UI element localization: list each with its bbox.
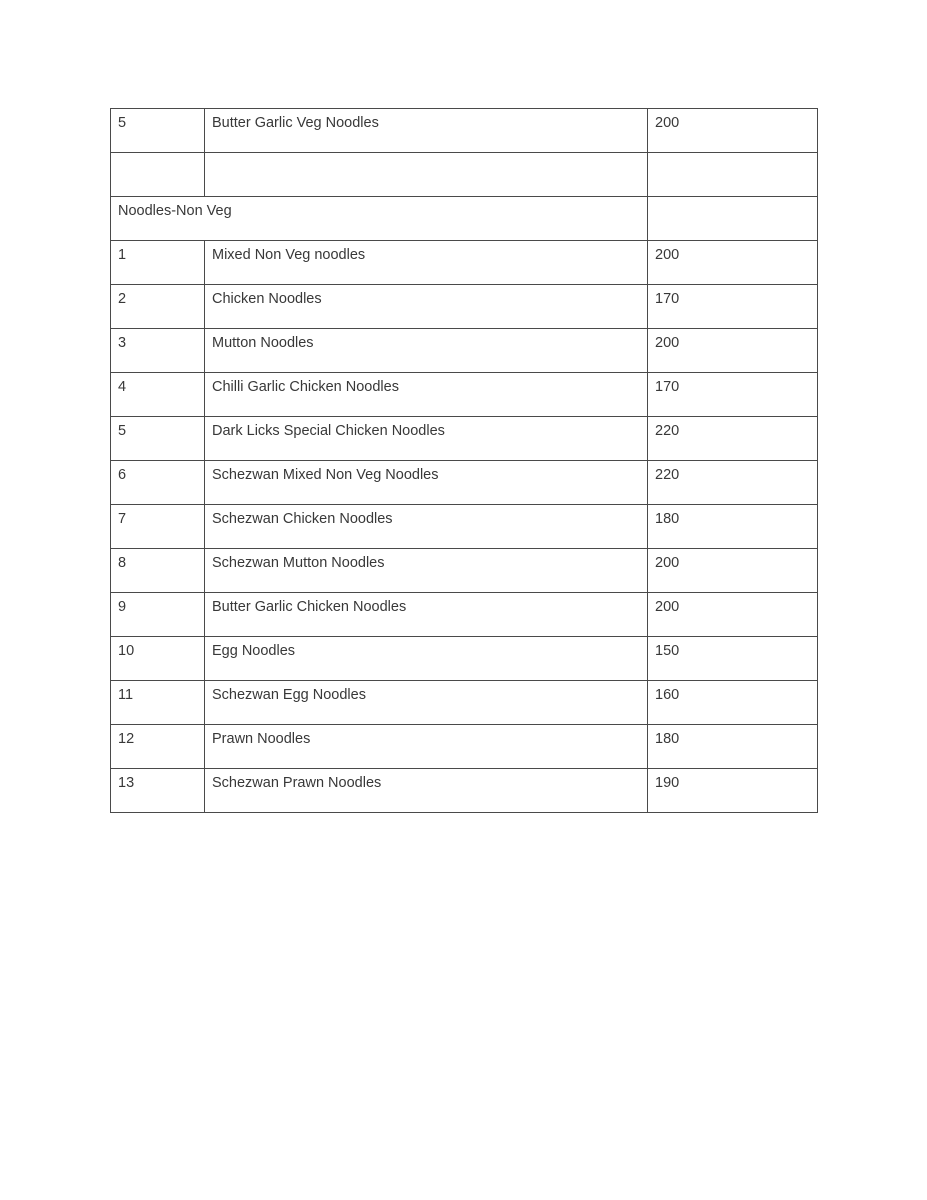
cell-item: Mutton Noodles — [205, 329, 648, 373]
menu-item-row — [111, 417, 818, 461]
section-header-row — [111, 197, 818, 241]
menu-item-row — [111, 241, 818, 285]
menu-item-row — [111, 593, 818, 637]
cell-price: 180 — [648, 505, 818, 549]
cell-no: 7 — [111, 505, 205, 549]
cell-no: 2 — [111, 285, 205, 329]
cell-price: 200 — [648, 109, 818, 153]
cell-item: Chilli Garlic Chicken Noodles — [205, 373, 648, 417]
cell-no: 6 — [111, 461, 205, 505]
cell-no: 11 — [111, 681, 205, 725]
menu-table-body — [111, 109, 818, 813]
menu-item-row — [111, 681, 818, 725]
cell-no: 12 — [111, 725, 205, 769]
cell-item: Butter Garlic Chicken Noodles — [205, 593, 648, 637]
cell-item: Dark Licks Special Chicken Noodles — [205, 417, 648, 461]
cell-price: 160 — [648, 681, 818, 725]
menu-item-row — [111, 725, 818, 769]
cell-no: 4 — [111, 373, 205, 417]
cell-no: 5 — [111, 417, 205, 461]
cell-no: 3 — [111, 329, 205, 373]
menu-table — [110, 108, 818, 813]
menu-item-row — [111, 373, 818, 417]
cell-price: 150 — [648, 637, 818, 681]
cell-item: Schezwan Egg Noodles — [205, 681, 648, 725]
menu-item-row — [111, 285, 818, 329]
cell-no — [111, 153, 205, 197]
menu-item-row — [111, 637, 818, 681]
cell-price — [648, 153, 818, 197]
menu-item-row — [111, 549, 818, 593]
cell-item: Schezwan Prawn Noodles — [205, 769, 648, 813]
cell-no: 8 — [111, 549, 205, 593]
menu-item-row — [111, 329, 818, 373]
cell-no: 13 — [111, 769, 205, 813]
cell-item: Egg Noodles — [205, 637, 648, 681]
menu-item-row — [111, 769, 818, 813]
menu-item-row — [111, 109, 818, 153]
cell-price: 200 — [648, 549, 818, 593]
cell-item — [205, 153, 648, 197]
cell-item: Mixed Non Veg noodles — [205, 241, 648, 285]
cell-item: Prawn Noodles — [205, 725, 648, 769]
cell-no: 5 — [111, 109, 205, 153]
cell-price: 170 — [648, 285, 818, 329]
cell-no: 1 — [111, 241, 205, 285]
spacer-row — [111, 153, 818, 197]
cell-item: Butter Garlic Veg Noodles — [205, 109, 648, 153]
cell-price: 200 — [648, 329, 818, 373]
menu-item-row — [111, 505, 818, 549]
cell-item: Schezwan Chicken Noodles — [205, 505, 648, 549]
cell-price: 180 — [648, 725, 818, 769]
cell-price: 200 — [648, 593, 818, 637]
cell-price: 190 — [648, 769, 818, 813]
cell-price: 220 — [648, 461, 818, 505]
section-price-cell — [648, 197, 818, 241]
cell-no: 10 — [111, 637, 205, 681]
cell-no: 9 — [111, 593, 205, 637]
cell-price: 220 — [648, 417, 818, 461]
cell-item: Schezwan Mutton Noodles — [205, 549, 648, 593]
cell-price: 200 — [648, 241, 818, 285]
cell-item: Chicken Noodles — [205, 285, 648, 329]
cell-item: Schezwan Mixed Non Veg Noodles — [205, 461, 648, 505]
menu-item-row — [111, 461, 818, 505]
section-label-cell: Noodles-Non Veg — [111, 197, 648, 241]
cell-price: 170 — [648, 373, 818, 417]
